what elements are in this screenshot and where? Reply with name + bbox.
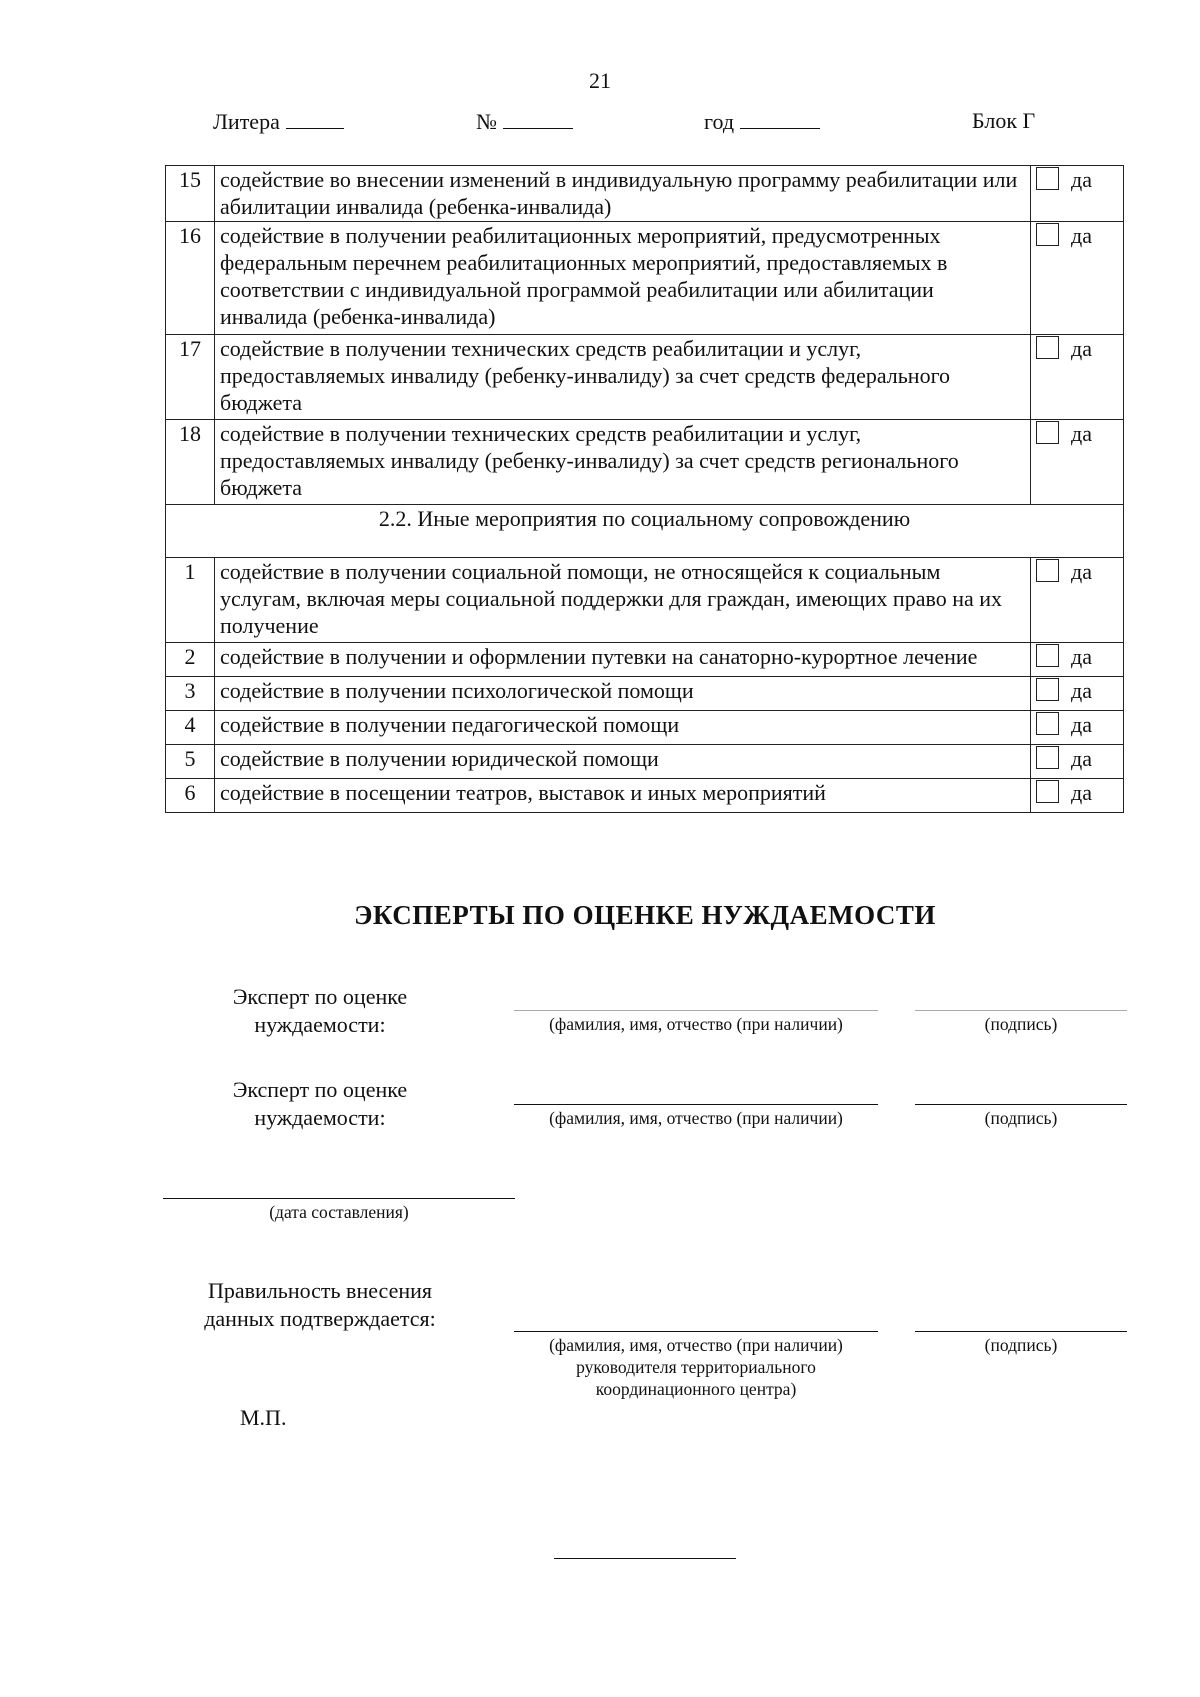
checkbox[interactable] [1036,421,1059,444]
row-text: содействие в получении педагогической помощи [215,711,1031,745]
table-row [166,745,1124,779]
row-text: содействие в получении социальной помощи, не относящейся к социальным услугам, включая меры социальной поддержки для граждан, имеющих право на их получение [215,558,1031,643]
table-row [166,558,1124,643]
expert-2-label [200,1076,440,1132]
expert-1-fio-line[interactable] [514,1010,878,1011]
head-fio-line[interactable] [514,1331,878,1332]
row-number: 6 [166,779,215,813]
stamp-label: М.П. [240,1405,287,1430]
litera-blank [286,108,344,129]
answer-label: да [1071,336,1092,361]
head-fio-caption [514,1334,878,1400]
row-number: 18 [166,420,215,505]
row-text: содействие в получении технических средств реабилитации и услуг, предоставляемых инвалиду (ребенку-инвалиду) за счет средств регионального бюджета [215,420,1031,505]
expert-2-fio-line[interactable] [514,1104,878,1105]
answer-cell [1031,711,1124,745]
answer-cell [1031,222,1124,335]
answer-label: да [1071,223,1092,248]
answer-label: да [1071,780,1092,805]
answer-cell [1031,745,1124,779]
row-number: 2 [166,643,215,677]
expert-label-line-2: нуждаемости: [254,1012,386,1037]
expert-2-fio-caption: (фамилия, имя, отчество (при наличии) [549,1108,843,1128]
answer-label: да [1071,644,1092,669]
confirm-label [175,1277,465,1333]
answer-cell [1031,558,1124,643]
row-text: содействие в получении технических средств реабилитации и услуг, предоставляемых инвалиду (ребенку-инвалиду) за счет средств федерального бюджета [215,335,1031,420]
row-number: 3 [166,677,215,711]
row-text: содействие в посещении театров, выставок и иных мероприятий [215,779,1031,813]
number-label: № [476,109,497,134]
expert-1-label [200,983,440,1039]
answer-cell [1031,677,1124,711]
checkbox[interactable] [1036,336,1059,359]
date-line[interactable] [163,1198,515,1199]
number-field [476,108,573,135]
row-number: 16 [166,222,215,335]
answer-label: да [1071,712,1092,737]
year-blank [740,108,820,129]
row-text: содействие во внесении изменений в индивидуальную программу реабилитации или абилитации инвалида (ребенка-инвалида) [215,166,1031,222]
head-caption-line-2: руководителя территориального [576,1357,816,1377]
answer-cell [1031,643,1124,677]
expert-label-line-1: Эксперт по оценке [232,1077,408,1102]
answer-cell [1031,779,1124,813]
expert-2-signature-caption: (подпись) [984,1108,1058,1128]
confirm-label-line-2: данных подтверждается: [204,1306,436,1331]
section-heading: 2.2. Иные мероприятия по социальному сопровождению [166,505,1124,558]
answer-label: да [1071,559,1092,584]
row-number: 1 [166,558,215,643]
answer-label: да [1071,167,1092,192]
expert-1-fio-caption: (фамилия, имя, отчество (при наличии) [549,1014,843,1034]
row-number: 5 [166,745,215,779]
table-row [166,677,1124,711]
expert-label-line-2: нуждаемости: [254,1105,386,1130]
expert-label-line-1: Эксперт по оценке [232,984,408,1009]
checkbox[interactable] [1036,644,1059,667]
row-text: содействие в получении реабилитационных мероприятий, предусмотренных федеральным перечнем реабилитационных мероприятий, предоставляемых в соответствии с индивидуальной программой реабилитации или абилитации инвалида (ребенка-инвалида) [215,222,1031,335]
section-row [166,505,1124,558]
table-row [166,222,1124,335]
checkbox[interactable] [1036,780,1059,803]
head-signature-line[interactable] [915,1331,1127,1332]
answer-label: да [1071,421,1092,446]
measures-table [165,165,1124,813]
expert-2-signature-line[interactable] [915,1104,1127,1105]
checkbox[interactable] [1036,678,1059,701]
litera-field [213,108,344,135]
answer-cell [1031,420,1124,505]
expert-1-signature-caption: (подпись) [984,1014,1058,1034]
row-number: 4 [166,711,215,745]
table-row [166,779,1124,813]
answer-cell [1031,335,1124,420]
table-row [166,335,1124,420]
checkbox[interactable] [1036,559,1059,582]
page-number: 21 [589,68,611,93]
row-text: содействие в получении и оформлении путевки на санаторно-курортное лечение [215,643,1031,677]
table-row [166,711,1124,745]
row-text: содействие в получении юридической помощи [215,745,1031,779]
head-caption-line-3: координационного центра) [595,1379,797,1399]
table-row [166,166,1124,222]
row-text: содействие в получении психологической помощи [215,677,1031,711]
answer-label: да [1071,746,1092,771]
confirm-label-line-1: Правильность внесения [208,1278,432,1303]
table-row [166,420,1124,505]
table-row [166,643,1124,677]
year-field [704,108,820,135]
row-number: 15 [166,166,215,222]
expert-1-signature-line[interactable] [915,1010,1127,1011]
end-separator [554,1558,736,1559]
head-caption-line-1: (фамилия, имя, отчество (при наличии) [549,1335,843,1355]
head-signature-caption: (подпись) [984,1335,1058,1355]
checkbox[interactable] [1036,746,1059,769]
number-blank [503,108,573,129]
block-label: Блок Г [972,108,1036,133]
checkbox[interactable] [1036,223,1059,246]
year-label: год [704,109,735,134]
row-number: 17 [166,335,215,420]
checkbox[interactable] [1036,167,1059,190]
date-caption: (дата составления) [269,1202,409,1222]
experts-title: ЭКСПЕРТЫ ПО ОЦЕНКЕ НУЖДАЕМОСТИ [354,900,936,930]
checkbox[interactable] [1036,712,1059,735]
litera-label: Литера [213,109,280,134]
answer-cell [1031,166,1124,222]
answer-label: да [1071,678,1092,703]
